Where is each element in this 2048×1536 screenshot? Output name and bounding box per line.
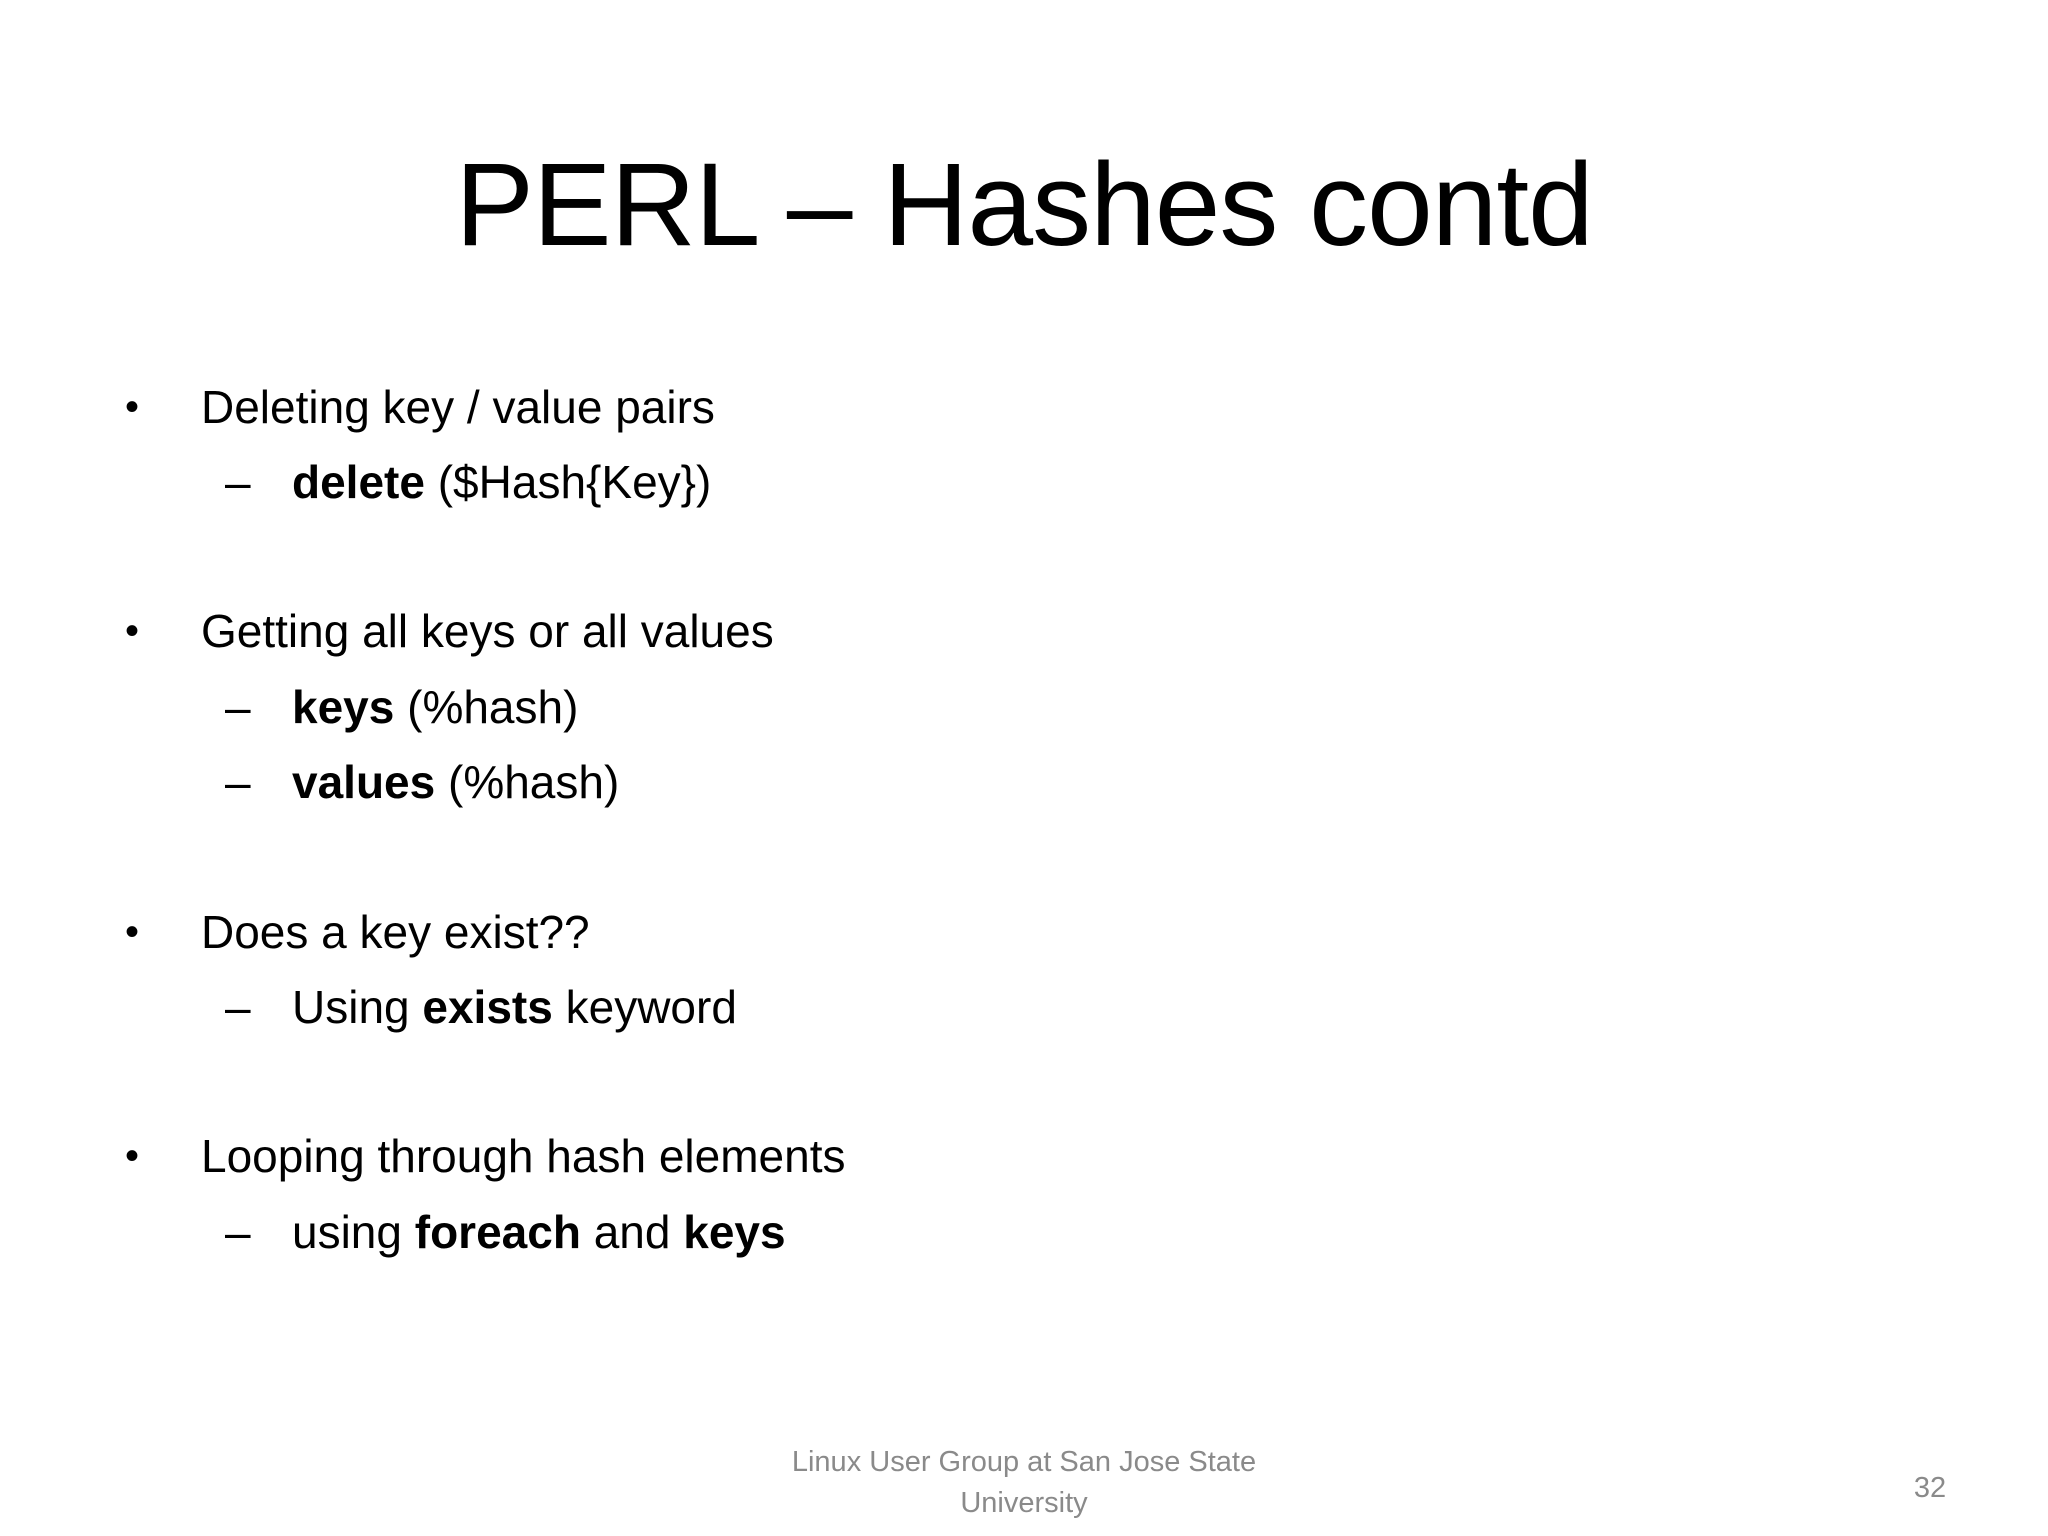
- sub-bullet-item: [225, 979, 737, 1035]
- sub-bullet-text: (%hash): [435, 756, 620, 808]
- sub-bullet-item: [225, 679, 578, 735]
- bullet-item: [125, 1128, 845, 1184]
- keyword-bold: foreach: [414, 1206, 581, 1258]
- bullet-text: Looping through hash elements: [201, 1130, 846, 1182]
- dash-icon: –: [225, 681, 251, 733]
- sub-bullet-item: [225, 754, 619, 810]
- dash-icon: –: [225, 756, 251, 808]
- bullet-text: Deleting key / value pairs: [201, 381, 715, 433]
- sub-bullet-text: ($Hash{Key}): [424, 456, 712, 508]
- bullet-icon: •: [125, 609, 140, 653]
- bullet-text: Getting all keys or all values: [201, 605, 774, 657]
- dash-icon: –: [225, 1206, 251, 1258]
- sub-bullet-text: Using: [292, 981, 423, 1033]
- bullet-icon: •: [125, 385, 140, 429]
- keyword-bold: delete: [292, 456, 425, 508]
- footer-line: University: [960, 1487, 1088, 1519]
- bullet-text: Does a key exist??: [201, 906, 590, 958]
- sub-bullet-item: [225, 1204, 786, 1260]
- keyword-bold: values: [292, 756, 436, 808]
- sub-bullet-text: and: [580, 1206, 684, 1258]
- sub-bullet-text: using: [292, 1206, 415, 1258]
- dash-icon: –: [225, 981, 251, 1033]
- bullet-item: [125, 904, 590, 960]
- sub-bullet-item: [225, 454, 711, 510]
- bullet-icon: •: [125, 1134, 140, 1178]
- footer-line: Linux User Group at San Jose State: [791, 1446, 1257, 1478]
- slide-title: PERL – Hashes contd: [455, 139, 1593, 271]
- slide-footer: [700, 1442, 1348, 1524]
- page-number: 32: [1913, 1472, 1947, 1504]
- sub-bullet-text: (%hash): [394, 681, 579, 733]
- keyword-bold: keys: [683, 1206, 786, 1258]
- bullet-item: [125, 379, 715, 435]
- keyword-bold: keys: [292, 681, 395, 733]
- keyword-bold: exists: [422, 981, 553, 1033]
- bullet-icon: •: [125, 910, 140, 954]
- bullet-item: [125, 603, 774, 659]
- sub-bullet-text: keyword: [552, 981, 737, 1033]
- dash-icon: –: [225, 456, 251, 508]
